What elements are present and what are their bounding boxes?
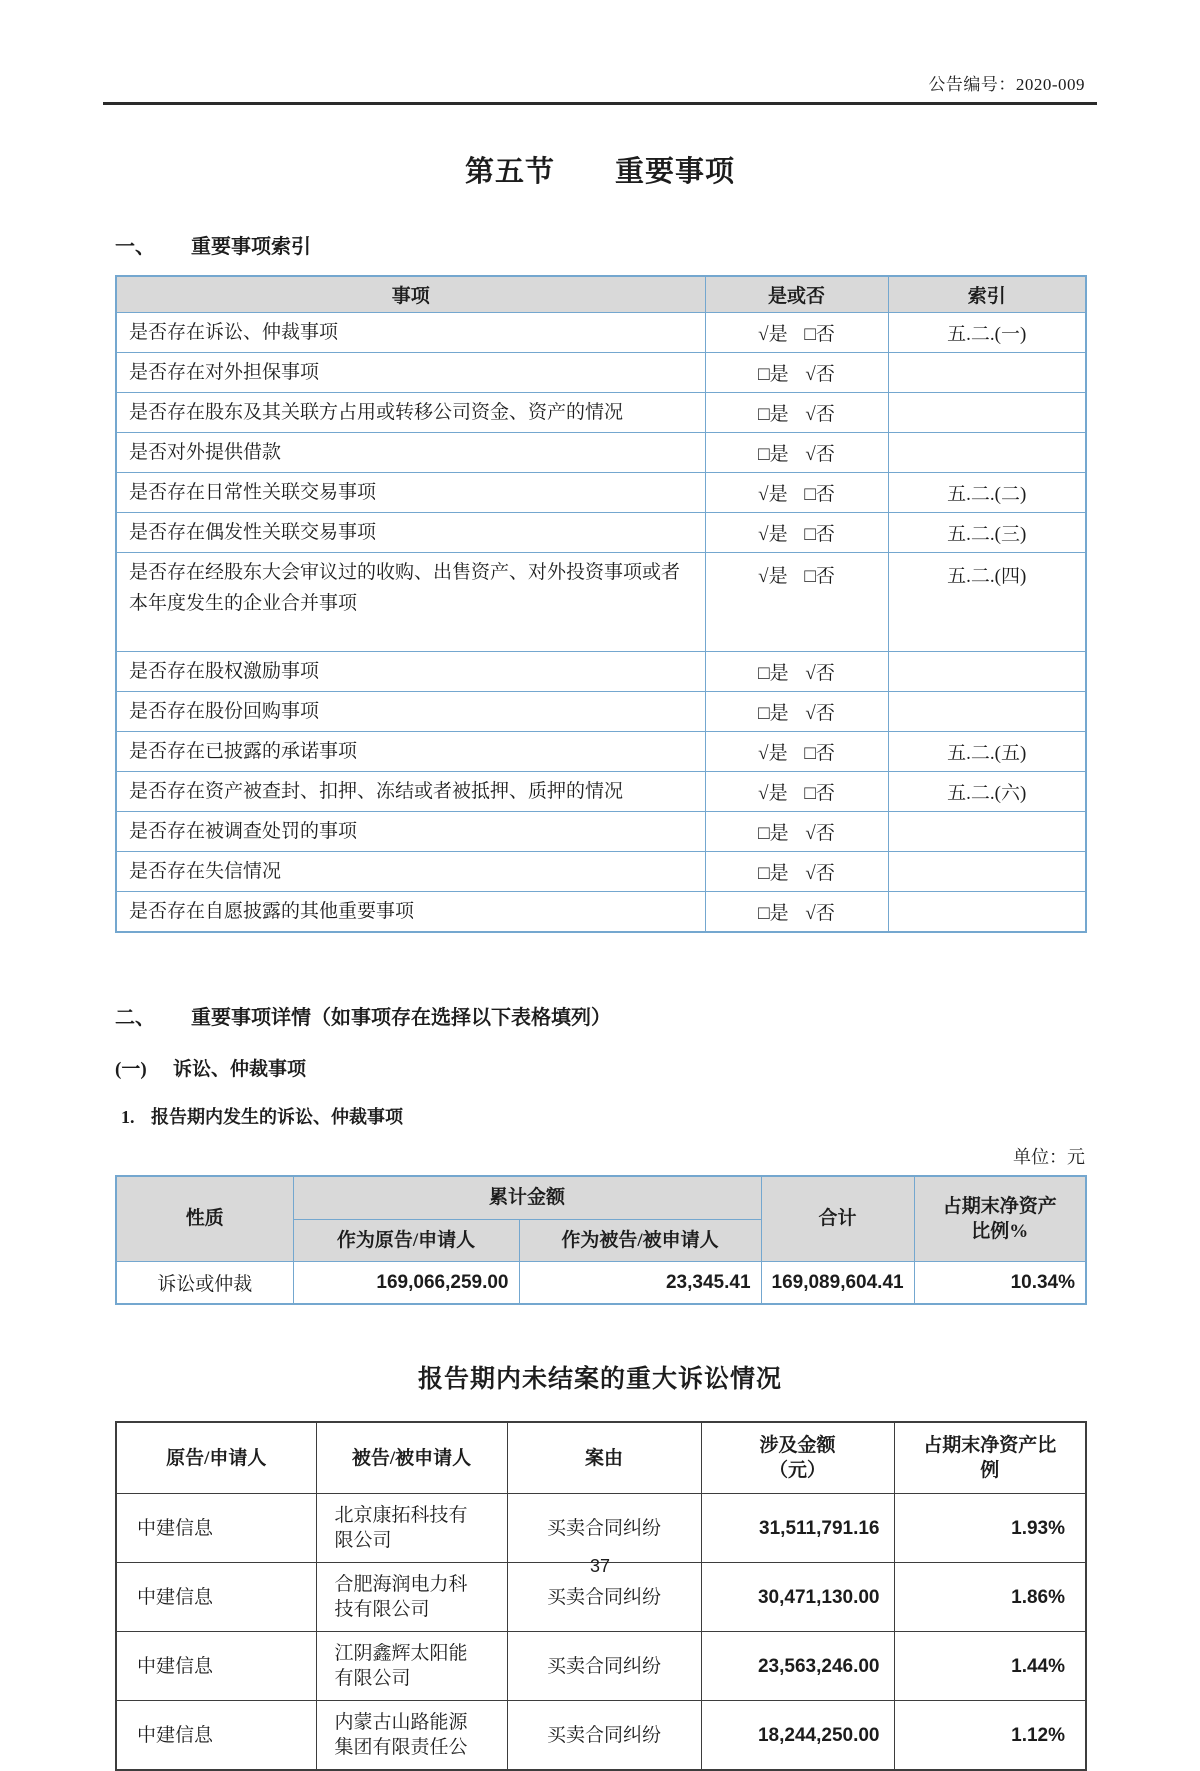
yesno-checkboxes: □是 √否 (705, 812, 888, 852)
table-row: 中建信息 江阴鑫辉太阳能有限公司 买卖合同纠纷 23,563,246.00 1.44% (116, 1632, 1086, 1701)
subsection-title: 诉讼、仲裁事项 (173, 1059, 307, 1080)
table-row: 中建信息 合肥海润电力科技有限公司 买卖合同纠纷 30,471,130.00 1.86% (116, 1563, 1086, 1632)
table-row: 诉讼或仲裁 169,066,259.00 23,345.41 169,089,604.41 10.34% (116, 1262, 1086, 1305)
col-header-total: 合计 (761, 1176, 914, 1262)
table-row: 是否存在对外担保事项 □是 √否 (116, 353, 1086, 393)
yesno-checkboxes: √是 □否 (705, 732, 888, 772)
col-header-amount: 涉及金额 （元） (701, 1422, 894, 1494)
table-row: 是否存在股权激励事项 □是 √否 (116, 652, 1086, 692)
col-header-matter: 事项 (116, 276, 705, 313)
table-row: 是否存在失信情况 □是 √否 (116, 852, 1086, 892)
table-row: 是否存在经股东大会审议过的收购、出售资产、对外投资事项或者本年度发生的企业合并事项 √是 □否 五.二.(四) (116, 553, 1086, 652)
header-rule (103, 102, 1097, 105)
table-row: 是否存在股东及其关联方占用或转移公司资金、资产的情况 □是 √否 (116, 393, 1086, 433)
section-number: 一、 (115, 236, 155, 258)
col-header-as-plaintiff: 作为原告/申请人 (293, 1219, 519, 1262)
yesno-checkboxes: √是 □否 (705, 473, 888, 513)
table-row: 是否存在资产被查封、扣押、冻结或者被抵押、质押的情况 √是 □否 五.二.(六) (116, 772, 1086, 812)
table-row: 是否存在已披露的承诺事项 √是 □否 五.二.(五) (116, 732, 1086, 772)
col-header-nature: 性质 (116, 1176, 293, 1262)
table-row: 是否存在被调查处罚的事项 □是 √否 (116, 812, 1086, 852)
litigation-amount-table (115, 1175, 1087, 1305)
table-header-row (116, 1176, 1086, 1219)
important-matters-index-table (115, 275, 1087, 933)
table-header-row (116, 276, 1086, 313)
table-row: 中建信息 北京康拓科技有限公司 买卖合同纠纷 31,511,791.16 1.93% (116, 1494, 1086, 1563)
pending-litigation-title: 报告期内未结案的重大诉讼情况 (417, 1366, 782, 1394)
section-number: 二、 (115, 1007, 155, 1029)
col-header-plaintiff: 原告/申请人 (116, 1422, 316, 1494)
subsection-number: (一) (115, 1059, 147, 1080)
section-title: 重要事项详情（如事项存在选择以下表格填列） (191, 1007, 611, 1029)
yesno-checkboxes: √是 □否 (705, 553, 888, 652)
table-header-row (116, 1422, 1086, 1494)
item-number: 1. (121, 1107, 135, 1127)
table-row: 是否存在日常性关联交易事项 √是 □否 五.二.(二) (116, 473, 1086, 513)
col-header-as-defendant: 作为被告/被申请人 (519, 1219, 761, 1262)
subsection-heading-litigation (115, 1054, 1085, 1081)
yesno-checkboxes: □是 √否 (705, 353, 888, 393)
table-row: 是否存在偶发性关联交易事项 √是 □否 五.二.(三) (116, 513, 1086, 553)
section-heading-details (115, 1001, 1085, 1030)
table-row: 是否对外提供借款 □是 √否 (116, 433, 1086, 473)
yesno-checkboxes: √是 □否 (705, 513, 888, 553)
item-title: 报告期内发生的诉讼、仲裁事项 (151, 1107, 403, 1127)
pending-litigation-table (115, 1421, 1087, 1771)
yesno-checkboxes: □是 √否 (705, 852, 888, 892)
page-number: 37 (589, 1556, 611, 1576)
yesno-checkboxes: □是 √否 (705, 433, 888, 473)
section-heading-index (115, 230, 1085, 259)
col-header-cumulative: 累计金额 (293, 1176, 761, 1219)
section-title: 重要事项索引 (191, 236, 311, 258)
col-header-defendant: 被告/被申请人 (316, 1422, 507, 1494)
yesno-checkboxes: □是 √否 (705, 692, 888, 732)
col-header-ratio: 占期末净资产比 例 (894, 1422, 1086, 1494)
unit-label: 单位：元 (1013, 1147, 1085, 1167)
yesno-checkboxes: √是 □否 (705, 313, 888, 353)
table-row: 是否存在股份回购事项 □是 √否 (116, 692, 1086, 732)
table-row: 是否存在自愿披露的其他重要事项 □是 √否 (116, 892, 1086, 933)
col-header-yesno: 是或否 (705, 276, 888, 313)
doc-number: 公告编号：2020-009 (928, 75, 1085, 94)
yesno-checkboxes: □是 √否 (705, 892, 888, 933)
col-header-net-asset-ratio: 占期末净资产 比例% (914, 1176, 1086, 1262)
yesno-checkboxes: √是 □否 (705, 772, 888, 812)
item-heading-litigation-in-period (115, 1103, 1085, 1129)
table-row: 是否存在诉讼、仲裁事项 √是 □否 五.二.(一) (116, 313, 1086, 353)
yesno-checkboxes: □是 √否 (705, 652, 888, 692)
col-header-cause: 案由 (507, 1422, 701, 1494)
col-header-index: 索引 (888, 276, 1086, 313)
yesno-checkboxes: □是 √否 (705, 393, 888, 433)
table-row: 中建信息 内蒙古山路能源集团有限责任公 买卖合同纠纷 18,244,250.00 1.12% (116, 1701, 1086, 1771)
page-title: 第五节 重要事项 (464, 156, 735, 188)
